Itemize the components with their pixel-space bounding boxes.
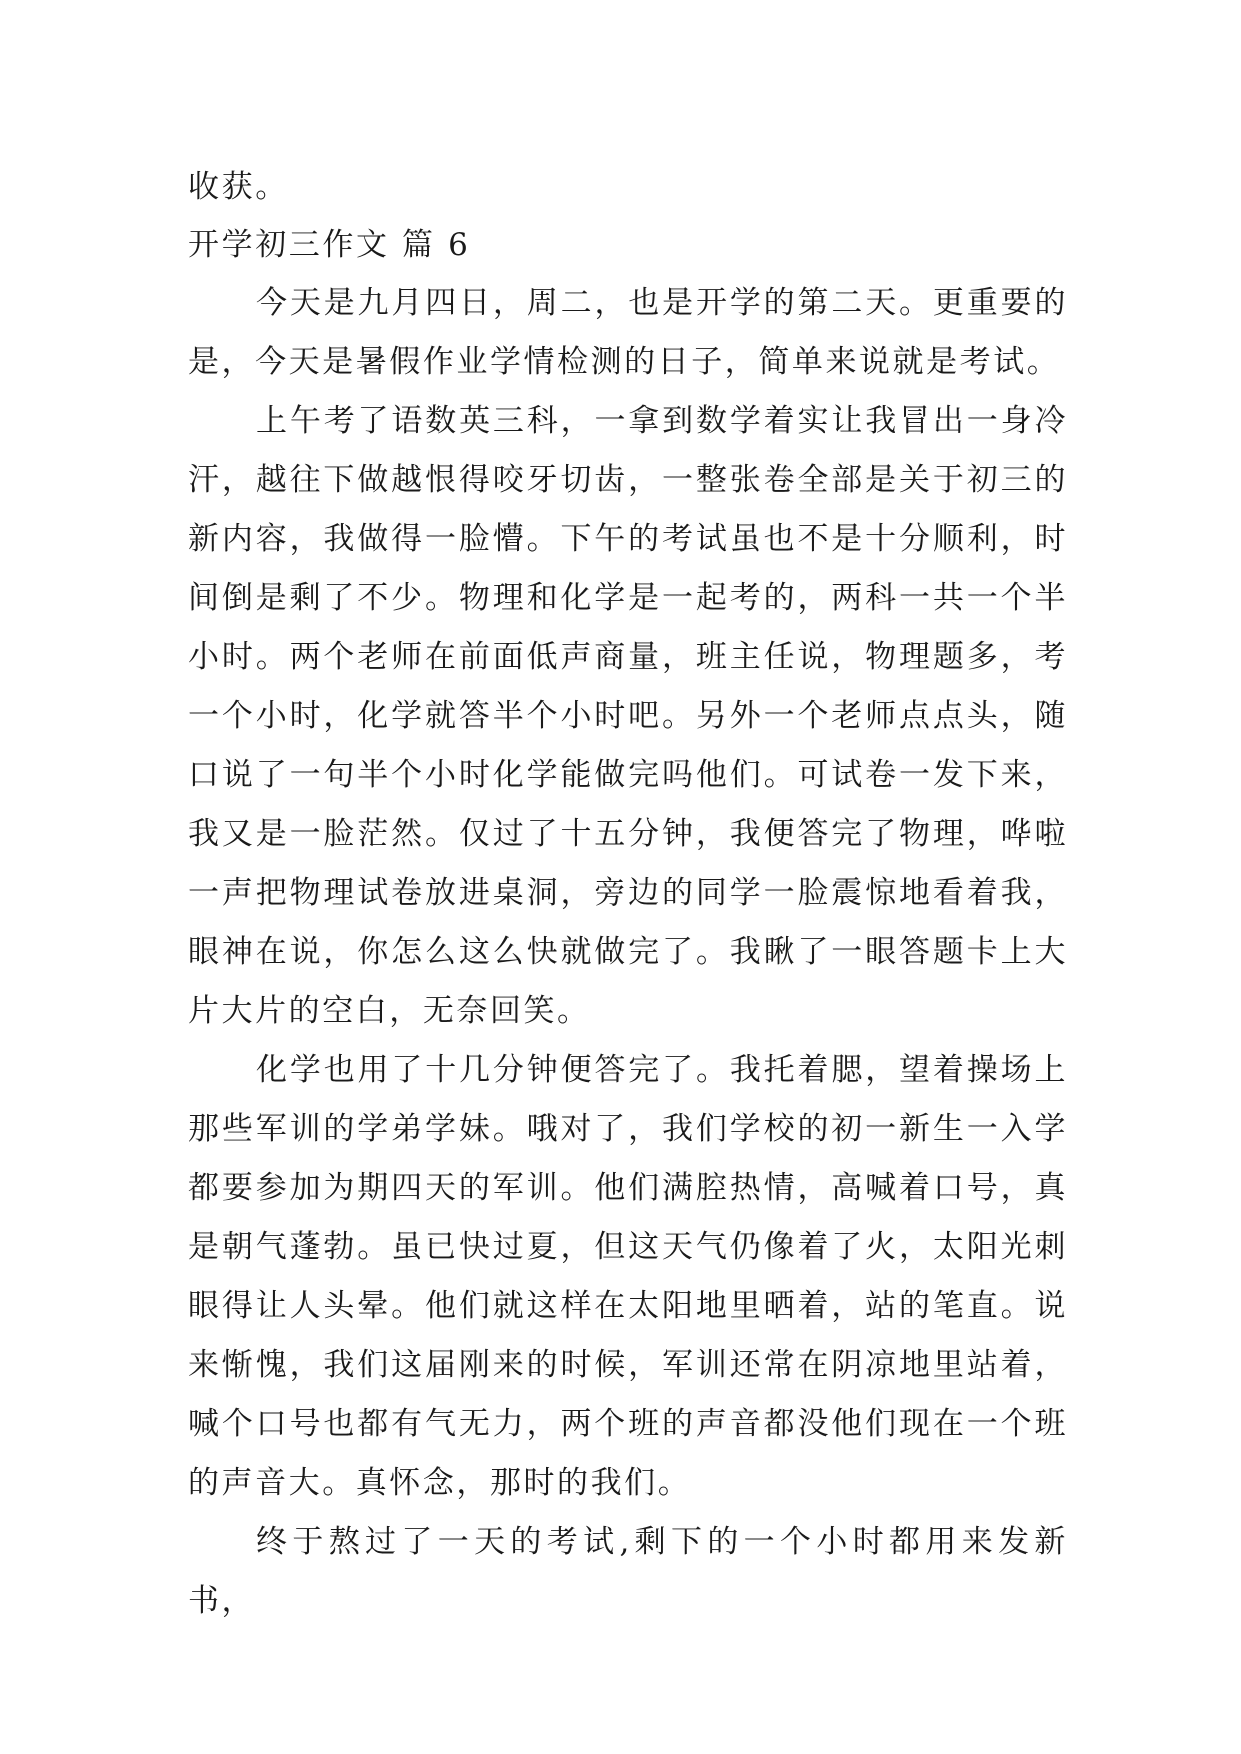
- leading-text-line: 收获。: [188, 169, 289, 205]
- paragraph-1: 今天是九月四日，周二，也是开学的第二天。更重要的是，今天是暑假作业学情检测的日子，简单来说就是考试。: [188, 285, 1068, 380]
- paragraph-4: 终于熬过了一天的考试,剩下的一个小时都用来发新书，: [188, 1524, 1068, 1619]
- section-title: 开学初三作文 篇 6: [188, 227, 471, 263]
- paragraph-2: 上午考了语数英三科，一拿到数学着实让我冒出一身冷汗，越往下做越恨得咬牙切齿，一整张卷全部是关于初三的新内容，我做得一脸懵。下午的考试虽也不是十分顺利，时间倒是剩了不少。物理和化学是一起考的，两科一共一个半小时。两个老师在前面低声商量，班主任说，物理题多，考一个小时，化学就答半个小时吧。另外一个老师点点头，随口说了一句半个小时化学能做完吗他们。可试卷一发下来，我又是一脸茫然。仅过了十五分钟，我便答完了物理，哗啦一声把物理试卷放进桌洞，旁边的同学一脸震惊地看着我，眼神在说，你怎么这么快就做完了。我瞅了一眼答题卡上大片大片的空白，无奈回笑。: [188, 403, 1068, 1029]
- paragraph-3: 化学也用了十几分钟便答完了。我托着腮，望着操场上那些军训的学弟学妹。哦对了，我们学校的初一新生一入学都要参加为期四天的军训。他们满腔热情，高喊着口号，真是朝气蓬勃。虽已快过夏，但这天气仍像着了火，太阳光刺眼得让人头晕。他们就这样在太阳地里晒着，站的笔直。说来惭愧，我们这届刚来的时候，军训还常在阴凉地里站着，喊个口号也都有气无力，两个班的声音都没他们现在一个班的声音大。真怀念，那时的我们。: [188, 1052, 1068, 1501]
- document-body: [188, 158, 1068, 1631]
